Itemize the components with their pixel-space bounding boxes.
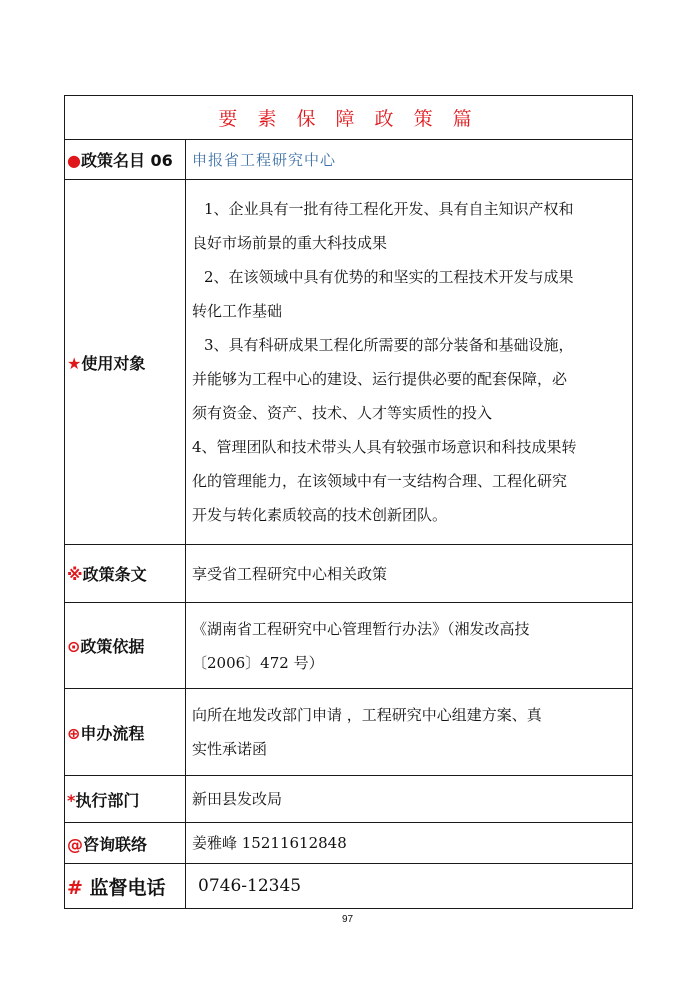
contact-value: 姜雅峰 15211612848 — [186, 823, 633, 864]
department-value: 新田县发改局 — [186, 776, 633, 823]
circled-dot-icon: ⊙ — [67, 637, 81, 656]
criteria-line: 转化工作基础 — [192, 302, 283, 320]
policy-terms-row — [65, 545, 633, 603]
criteria-line: 1、企业具有一批有待工程化开发、具有自主知识产权和 — [204, 200, 574, 218]
department-label-cell — [65, 776, 186, 823]
target-criteria — [186, 180, 633, 545]
process-row — [65, 689, 633, 776]
criteria-line: 3、具有科研成果工程化所需要的部分装备和基础设施， — [204, 336, 574, 354]
policy-basis-label-cell — [65, 603, 186, 689]
policy-name-label: 政策名目 06 — [80, 151, 173, 170]
page-number: 97 — [341, 914, 354, 925]
contact-row — [65, 823, 633, 864]
process-line: 向所在地发改部门申请 ，工程研究中心组建方案、真 — [192, 706, 542, 724]
section-title: 要 素 保 障 政 策 篇 — [65, 96, 633, 140]
policy-basis-line: 《湖南省工程研究中心管理暂行办法》（湘发改高技 — [192, 619, 530, 638]
policy-basis-line: 〔2006〕472 号） — [192, 653, 324, 672]
target-row — [65, 180, 633, 545]
policy-basis-label: 政策依据 — [80, 637, 145, 656]
reference-mark-icon: ※ — [67, 565, 83, 584]
policy-basis-row — [65, 603, 633, 689]
policy-basis-value — [186, 603, 633, 689]
circled-plus-icon: ⊕ — [67, 723, 81, 743]
hotline-label-cell — [65, 864, 186, 909]
title-row — [65, 96, 633, 140]
hash-icon: # — [67, 876, 83, 899]
policy-terms-label-cell — [65, 545, 186, 603]
policy-name-value: 申报省工程研究中心 — [186, 140, 633, 180]
criteria-line: 并能够为工程中心的建设、运行提供必要的配套保障，必 — [192, 370, 568, 388]
process-value — [186, 689, 633, 776]
target-label: 使用对象 — [81, 353, 146, 373]
hotline-row — [65, 864, 633, 909]
hotline-value: 0746-12345 — [186, 864, 633, 909]
hotline-label: 监督电话 — [82, 876, 166, 899]
policy-terms-label: 政策条文 — [82, 565, 147, 584]
at-sign-icon: @ — [67, 834, 83, 854]
asterisk-icon: * — [67, 790, 76, 810]
policy-terms-value: 享受省工程研究中心相关政策 — [186, 545, 633, 603]
department-label: 执行部门 — [75, 790, 140, 810]
criteria-line: 开发与转化素质较高的技术创新团队。 — [192, 506, 448, 524]
criteria-line: 2、在该领域中具有优势的和坚实的工程技术开发与成果 — [204, 268, 574, 286]
policy-table — [64, 95, 633, 909]
department-row — [65, 776, 633, 823]
process-label: 申办流程 — [80, 723, 145, 743]
policy-name-label-cell — [65, 140, 186, 180]
criteria-line: 良好市场前景的重大科技成果 — [192, 234, 388, 252]
star-icon: ★ — [67, 353, 82, 373]
criteria-line: 4、管理团队和技术带头人具有较强市场意识和科技成果转 — [192, 438, 577, 456]
process-line: 实性承诺函 — [192, 740, 268, 758]
process-label-cell — [65, 689, 186, 776]
target-label-cell — [65, 180, 186, 545]
contact-label: 咨询联络 — [83, 834, 148, 854]
bullet-icon: ● — [67, 151, 81, 170]
policy-name-row — [65, 140, 633, 180]
criteria-line: 化的管理能力，在该领域中有一支结构合理、工程化研究 — [192, 472, 568, 490]
criteria-line: 须有资金、资产、技术、人才等实质性的投入 — [192, 404, 493, 422]
contact-label-cell — [65, 823, 186, 864]
